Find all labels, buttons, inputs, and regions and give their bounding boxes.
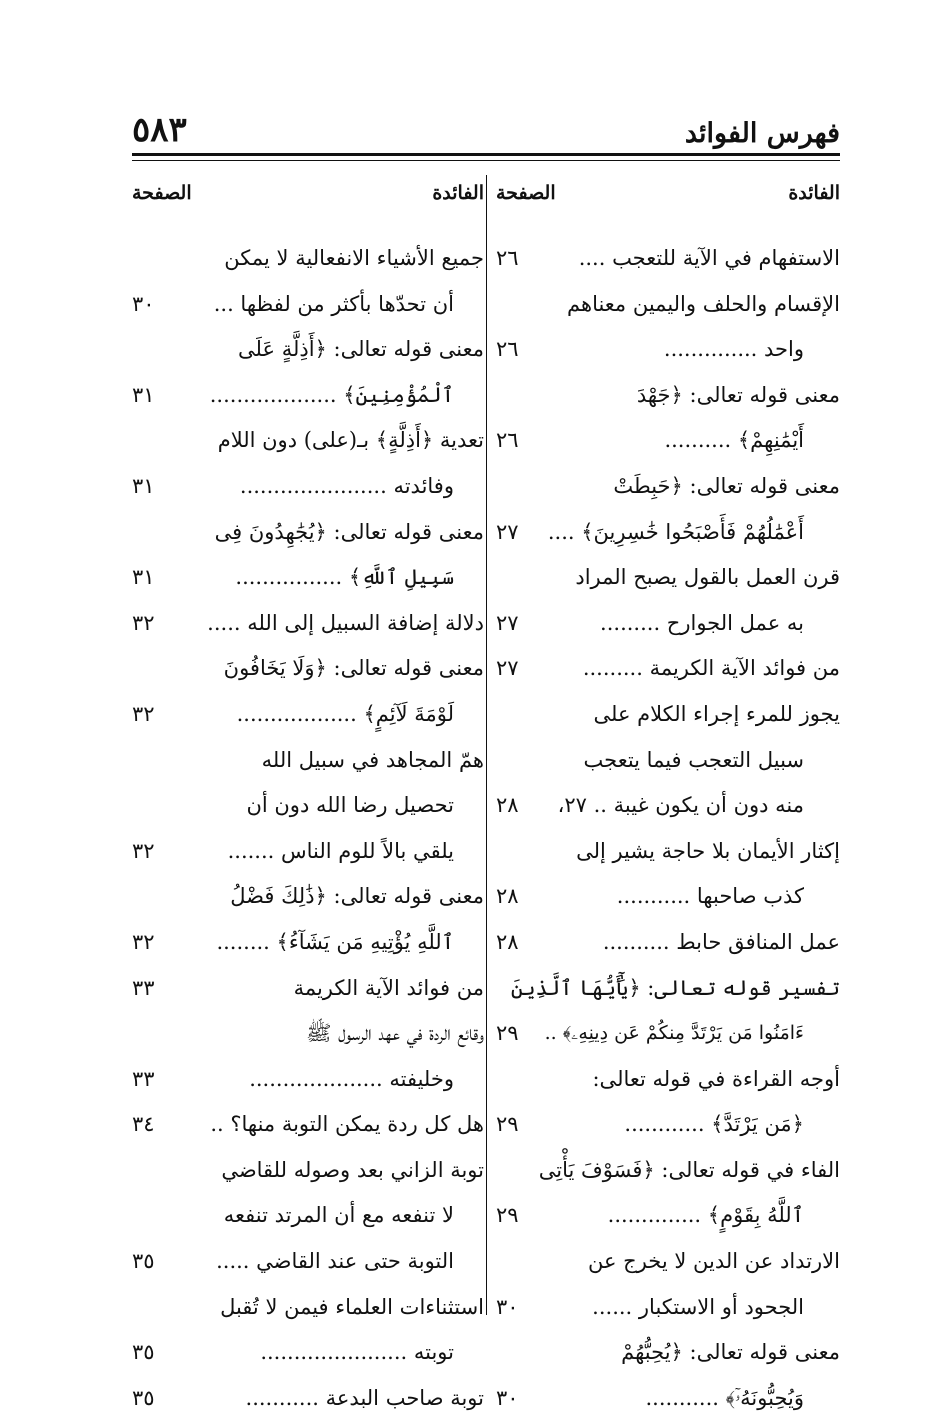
index-entry-page: ٣٥ xyxy=(132,1340,155,1365)
index-entry-page: ٣٣ xyxy=(132,1066,155,1091)
index-entry-text: معنى قوله تعالى: ﴿جَهْدَ xyxy=(636,382,840,407)
index-entry-text: توبته ...................... xyxy=(260,1340,454,1365)
index-entry-page: ٢٦ xyxy=(496,246,519,270)
index-entry-text: وخليفته .................... xyxy=(249,1066,454,1091)
index-entry-text: ٱللَّهُ بِقَوْمٍ﴾ .............. xyxy=(607,1203,804,1228)
index-line xyxy=(496,601,840,647)
index-entry-text: معنى قوله تعالى: ﴿يُحِبُّهُمْ xyxy=(621,1340,840,1365)
index-line xyxy=(496,1102,840,1148)
index-entry-page: ٢٧ xyxy=(496,656,519,681)
index-entry-text: جميع الأشياء الانفعالية لا يمكن xyxy=(224,246,484,270)
index-line xyxy=(496,236,840,282)
index-entry-text: ٱلْمُؤْمِنِينَ﴾ ................... xyxy=(209,382,454,407)
index-entry-page: ٣١ xyxy=(132,473,155,498)
index-entry-text: ءَامَنُوا مَن يَرْتَدَّ مِنكُمْ عَن دِينِهِۦ﴾ .. xyxy=(544,1022,804,1045)
index-line xyxy=(132,373,484,419)
index-entry-text: منه دون أن يكون غيبة .. ٢٧، xyxy=(557,793,804,818)
index-entry-page: ٣٥ xyxy=(132,1249,155,1274)
index-entry-page: ٢٧ xyxy=(496,519,519,544)
running-title: فهرس الفوائد xyxy=(684,118,840,149)
index-entry-text: لَوْمَةَ لَآئِمٍ﴾ .................. xyxy=(236,701,454,726)
index-line xyxy=(496,464,840,510)
index-entry-text: قرن العمل بالقول يصبح المراد xyxy=(575,565,840,590)
index-entry-page: ٣٢ xyxy=(132,838,155,863)
index-line xyxy=(132,966,484,1012)
index-line xyxy=(496,920,840,966)
index-entry-page: ٢٧ xyxy=(496,610,519,635)
index-entry-page: ٣٢ xyxy=(132,929,155,954)
left-header-page-label: الصفحة xyxy=(132,182,192,204)
index-line xyxy=(496,692,840,738)
index-entry-text: يلقي بالاً للوم الناس ....... xyxy=(227,838,454,863)
index-entry-text: ﴿مَن يَرْتَدَّ﴾ ............ xyxy=(624,1112,804,1137)
index-line xyxy=(496,510,840,556)
index-entry-text: يجوز للمرء إجراء الكلام على xyxy=(593,701,840,726)
index-line xyxy=(132,1330,484,1376)
index-entry-text: عمل المنافق حابط .......... xyxy=(602,929,840,954)
index-line xyxy=(132,1376,484,1421)
index-line xyxy=(132,327,484,373)
index-line xyxy=(132,783,484,829)
index-entry-page: ٢٨ xyxy=(496,929,519,954)
index-line xyxy=(132,874,484,920)
index-entry-page: ٢٨ xyxy=(496,884,519,909)
column-divider xyxy=(486,175,487,1315)
index-entry-text: إكثار الأيمان بلا حاجة يشير إلى xyxy=(576,838,840,863)
index-entry-text: همّ المجاهد في سبيل الله xyxy=(261,747,484,772)
header-rule-thin xyxy=(132,160,840,161)
index-entry-text: معنى قوله تعالى: ﴿أَذِلَّةٍ عَلَى xyxy=(238,337,484,362)
index-entry-page: ٢٩ xyxy=(496,1203,519,1228)
right-column xyxy=(496,236,840,1421)
index-line xyxy=(132,1239,484,1285)
right-header-page-label: الصفحة xyxy=(496,182,556,204)
index-line xyxy=(132,829,484,875)
index-entry-text: الفاء في قوله تعالى: ﴿فَسَوْفَ يَأْتِى xyxy=(538,1157,840,1182)
index-entry-text: ٱللَّهِ يُؤْتِيهِ مَن يَشَآءُ﴾ ........ xyxy=(216,929,454,954)
index-line xyxy=(496,1148,840,1194)
index-entry-page: ٢٨ xyxy=(496,793,519,818)
index-line xyxy=(496,738,840,784)
index-entry-text: وَيُحِبُّونَهُۥٓ﴾ ........... xyxy=(645,1385,804,1410)
index-entry-page: ٣٠ xyxy=(496,1294,519,1319)
index-line xyxy=(496,966,840,1012)
index-entry-text: أوجه القراءة في قوله تعالى: xyxy=(592,1066,840,1091)
index-line xyxy=(496,874,840,920)
index-entry-page: ٣٠ xyxy=(132,291,155,316)
index-line xyxy=(132,236,484,282)
index-line xyxy=(496,373,840,419)
index-line xyxy=(132,418,484,464)
index-entry-page: ٢٦ xyxy=(496,428,519,453)
index-entry-text: الجحود أو الاستكبار ...... xyxy=(592,1294,804,1319)
index-entry-text: وفائدته ...................... xyxy=(239,473,454,498)
index-entry-page: ٢٩ xyxy=(496,1112,519,1137)
index-line xyxy=(132,601,484,647)
index-entry-page: ٣٣ xyxy=(132,975,155,1000)
index-line xyxy=(496,829,840,875)
index-entry-text: معنى قوله تعالى: ﴿يُجَٰهِدُونَ فِى xyxy=(214,519,484,544)
index-entry-text: واحد .............. xyxy=(663,337,804,362)
index-entry-page: ٣٤ xyxy=(132,1112,155,1137)
index-line xyxy=(496,1239,840,1285)
index-line xyxy=(496,1376,840,1421)
left-column xyxy=(132,236,484,1421)
index-line xyxy=(496,1193,840,1239)
index-entry-text: تعدية ﴿أَذِلَّةٍ﴾ بـ(على) دون اللام xyxy=(217,428,484,453)
page-number: ٥٨٣ xyxy=(132,110,187,150)
index-entry-page: ٣١ xyxy=(132,565,155,590)
index-entry-text: أن تحدّها بأكثر من لفظها ... xyxy=(213,291,454,316)
index-line xyxy=(496,1285,840,1331)
index-line xyxy=(496,418,840,464)
index-entry-text: من فوائد الآية الكريمة ......... xyxy=(582,656,840,681)
index-entry-text: أَعْمَٰلُهُمْ فَأَصْبَحُوا خَٰسِرِينَ﴾ .... xyxy=(547,519,804,544)
index-line xyxy=(132,1285,484,1331)
index-line xyxy=(132,920,484,966)
index-entry-text: معنى قوله تعالى: ﴿حَبِطَتْ xyxy=(613,473,840,498)
index-line xyxy=(132,510,484,556)
index-entry-text: أَيْمَٰنِهِمْ﴾ .......... xyxy=(664,428,804,453)
index-line xyxy=(132,464,484,510)
index-entry-text: الإقسام والحلف واليمين معناهم xyxy=(567,291,840,316)
index-line xyxy=(496,555,840,601)
index-line xyxy=(132,692,484,738)
index-entry-text: كذب صاحبها ........... xyxy=(616,884,804,909)
index-entry-text: من فوائد الآية الكريمة xyxy=(293,975,484,1000)
index-line xyxy=(132,282,484,328)
index-entry-text: التوبة حتى عند القاضي ..... xyxy=(216,1249,454,1274)
index-entry-text: تفسير قوله تعالى: ﴿يَٰٓأَيُّهَا ٱلَّذِينَ xyxy=(510,975,840,1000)
index-entry-page: ٣١ xyxy=(132,382,155,407)
index-line xyxy=(132,646,484,692)
index-line xyxy=(496,282,840,328)
index-line xyxy=(132,1193,484,1239)
index-entry-page: ٣٢ xyxy=(132,610,155,635)
index-entry-text: لا تنفعه مع أن المرتد تنفعه xyxy=(223,1203,454,1228)
index-line xyxy=(496,1011,840,1057)
index-entry-page: ٣٢ xyxy=(132,701,155,726)
index-entry-text: تحصيل رضا الله دون أن xyxy=(246,793,454,818)
index-entry-text: استثناءات العلماء فيمن لا تُقبل xyxy=(220,1294,484,1319)
index-line xyxy=(132,1148,484,1194)
index-line xyxy=(496,327,840,373)
index-entry-text: توبة الزاني بعد وصوله للقاضي xyxy=(221,1157,484,1182)
index-entry-text: معنى قوله تعالى: ﴿ذَٰلِكَ فَضْلُ xyxy=(230,884,484,909)
header-rule-thick xyxy=(132,153,840,156)
index-entry-text: وقائع الردة في عهد الرسول ﷺ xyxy=(306,1021,484,1046)
index-entry-text: الاستفهام في الآية للتعجب .... xyxy=(578,246,840,270)
index-line xyxy=(496,1330,840,1376)
index-line xyxy=(132,1057,484,1103)
index-entry-text: به عمل الجوارح ......... xyxy=(600,610,804,635)
index-entry-text: سَبِيلِ ٱللَّهِ﴾ ................ xyxy=(235,565,454,590)
index-line xyxy=(496,646,840,692)
index-entry-text: هل كل ردة يمكن التوبة منها؟ .. xyxy=(210,1112,484,1137)
index-entry-text: دلالة إضافة السبيل إلى الله ..... xyxy=(207,610,484,635)
index-entry-page: ٣٥ xyxy=(132,1385,155,1410)
index-line xyxy=(496,1057,840,1103)
index-entry-text: معنى قوله تعالى: ﴿وَلَا يَخَافُونَ xyxy=(223,656,484,681)
index-entry-text: سبيل التعجب فيما يتعجب xyxy=(583,747,804,772)
index-entry-text: توبة صاحب البدعة ........... xyxy=(245,1385,484,1410)
index-line xyxy=(132,1011,484,1057)
right-header-item-label: الفائدة xyxy=(788,182,840,204)
index-entry-page: ٢٦ xyxy=(496,337,519,362)
left-header-item-label: الفائدة xyxy=(432,182,484,204)
index-entry-page: ٢٩ xyxy=(496,1021,519,1046)
index-line xyxy=(496,783,840,829)
index-line xyxy=(132,1102,484,1148)
index-line xyxy=(132,555,484,601)
index-line xyxy=(132,738,484,784)
index-entry-text: الارتداد عن الدين لا يخرج عن xyxy=(587,1249,840,1274)
index-entry-page: ٣٠ xyxy=(496,1385,519,1410)
